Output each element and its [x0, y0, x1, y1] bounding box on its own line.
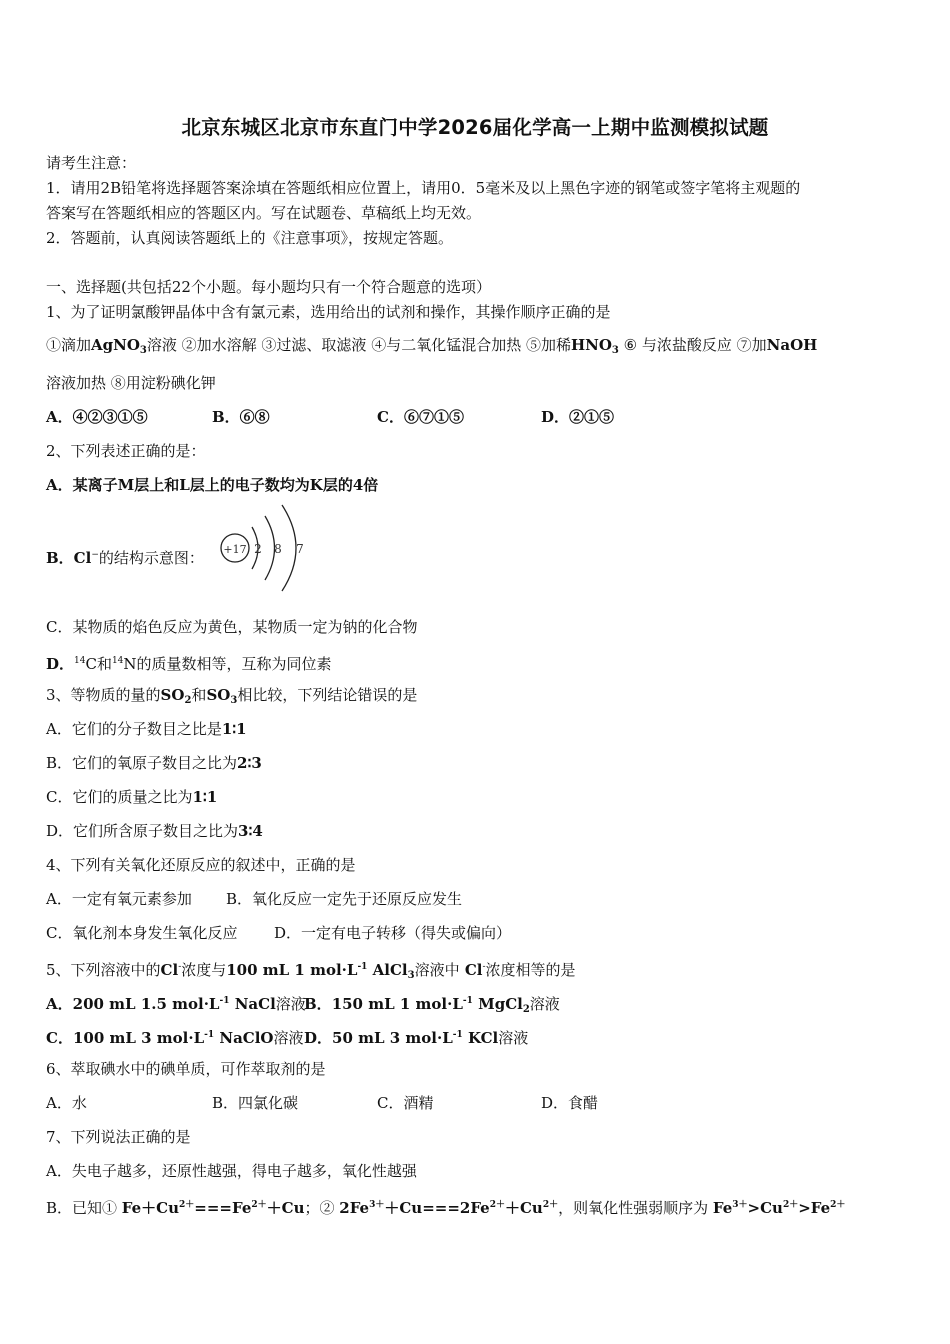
- q4-stem: 4、下列有关氧化还原反应的叙述中，正确的是: [46, 856, 356, 874]
- q5-a-label: A．: [46, 995, 73, 1013]
- q7-b-r1a: Fe＋Cu: [121, 1199, 180, 1217]
- q4-option-b: B．氧化反应一定先于还原反应发生: [226, 890, 463, 908]
- q5-option-b: [304, 995, 560, 1013]
- nucleus-charge: +17: [223, 543, 247, 556]
- q7-b-s1: 2＋: [179, 1200, 195, 1210]
- q7-b-s6: 3＋: [732, 1200, 748, 1210]
- q1-hno3: HNO: [570, 336, 612, 354]
- shell-3-electrons: 7: [296, 542, 304, 556]
- q1-agno3-sub: 3: [139, 345, 147, 356]
- q5-stem: [46, 957, 576, 986]
- notice-item-2: 2．答题前，认真阅读答题纸上的《注意事项》，按规定答题。: [46, 229, 454, 247]
- q5-cl-1-sup: -: [178, 962, 182, 972]
- q3-so2-sub: 2: [184, 695, 192, 706]
- q5-d-sup: -1: [452, 1030, 463, 1040]
- q5-concentration-sup: -1: [357, 962, 368, 972]
- q5-c-sup: -1: [204, 1030, 215, 1040]
- q5-b-sub: 2: [522, 1004, 530, 1015]
- q7-b-s5: 2＋: [542, 1200, 559, 1210]
- q7-b-o1: Fe: [712, 1199, 733, 1217]
- q7-b-o3: >Fe: [798, 1199, 831, 1217]
- q6-option-a: A．水: [46, 1094, 87, 1112]
- q2-b-post: 的结构示意图：: [98, 549, 204, 567]
- q1-option-d: D．②①⑤: [541, 408, 615, 426]
- q5-d-salt: KCl: [462, 1029, 499, 1047]
- q5-c-label: C．: [46, 1029, 73, 1047]
- q4-option-c: C．氧化剂本身发生氧化反应: [46, 924, 238, 942]
- q7-option-a: A．失电子越多，还原性越强，得电子越多，氧化性越强: [46, 1162, 417, 1180]
- q5-option-c: [46, 1025, 304, 1048]
- q5-c-post: 溶液: [273, 1029, 304, 1047]
- q2-stem: 2、下列表述正确的是：: [46, 442, 206, 460]
- q5-c-chem: 100 mL 3 mol·L: [72, 1029, 205, 1047]
- q7-option-b: [46, 1195, 845, 1218]
- q7-b-s4: 2＋: [489, 1200, 505, 1210]
- chlorine-ion-structure-diagram: [218, 503, 318, 595]
- section-heading: 一、选择题(共包括22个小题。每小题均只有一个符合题意的选项）: [46, 278, 491, 296]
- q2-d-sup2: 14: [111, 656, 124, 666]
- q4-options-ab: [46, 889, 462, 909]
- q7-b-o2: >Cu: [747, 1199, 783, 1217]
- q6-option-c: C．酒精: [377, 1094, 434, 1112]
- q2-option-a: [46, 475, 378, 495]
- q7-b-post: ，则氧化性强弱顺序为: [558, 1199, 713, 1217]
- q5-concentration: 100 mL 1 mol·L: [226, 961, 358, 979]
- q3-stem-a: 3、等物质的量的: [46, 686, 161, 704]
- q2-option-b: [46, 545, 204, 568]
- q3-so3-sub: 3: [230, 695, 238, 706]
- q3-so3: SO: [206, 686, 231, 704]
- q1-agno3: AgNO: [91, 336, 140, 354]
- q7-b-r1b: ===Fe: [194, 1199, 252, 1217]
- q7-b-s2: 2＋: [251, 1200, 267, 1210]
- q3-option-b: [46, 753, 262, 773]
- q2-b-pre: B．Cl: [46, 549, 92, 567]
- q5-stem-d: 浓度相等的是: [485, 961, 576, 979]
- q3-option-d: [46, 821, 263, 841]
- q1-ops-c: ⑥ 与浓盐酸反应 ⑦加: [618, 336, 767, 354]
- q4-option-d: D．一定有电子转移（得失或偏向）: [274, 924, 512, 942]
- notice-item-1a: 1．请用2B铅笔将选择题答案涂填在答题纸相应位置上，请用0．5毫米及以上黑色字迹的钢笔或签字笔将主观题的: [46, 179, 801, 197]
- q7-b-s8: 2＋: [830, 1200, 846, 1210]
- q5-options-cd: [46, 1025, 528, 1048]
- q5-b-label: B．: [304, 995, 332, 1013]
- q5-d-post: 溶液: [498, 1029, 529, 1047]
- q3-option-a: [46, 719, 247, 739]
- q7-b-r1c: ＋Cu: [266, 1199, 305, 1217]
- q3-stem-b: 和: [191, 686, 207, 704]
- q5-b-chem: 150 mL 1 mol·L: [331, 995, 463, 1013]
- q5-a-post: 溶液: [275, 995, 306, 1013]
- q2-a-label: A．某离子M层上和L层上的电子数均为K层的4倍: [46, 476, 379, 494]
- q5-c-salt: NaClO: [214, 1029, 274, 1047]
- q1-operations-line-1: [46, 335, 817, 361]
- q4-options-cd: [46, 923, 511, 943]
- q2-d-sup1: 14: [74, 656, 86, 666]
- q2-option-d: [46, 651, 332, 674]
- q3-d-value: 3∶4: [238, 822, 263, 840]
- q3-a-value: 1∶1: [221, 720, 247, 738]
- q1-ops-a: ①滴加: [46, 336, 92, 354]
- q5-a-sup: -1: [219, 996, 230, 1006]
- q5-options-ab: [46, 991, 560, 1020]
- q3-c-value: 1∶1: [192, 788, 218, 806]
- q5-alcl3-sub: 3: [407, 970, 415, 981]
- shell-1-electrons: 2: [254, 542, 262, 556]
- q3-c-text: C．它们的质量之比为: [46, 788, 193, 806]
- q5-stem-b: 浓度与: [181, 961, 227, 979]
- q6-option-d: D．食醋: [541, 1094, 599, 1112]
- q6-options: [46, 1093, 598, 1113]
- q7-stem: 7、下列说法正确的是: [46, 1128, 191, 1146]
- q1-option-a: A．④②③①⑤: [46, 408, 148, 426]
- q5-option-d: [304, 1029, 528, 1047]
- q1-options: [46, 407, 614, 427]
- q1-hno3-sub: 3: [611, 345, 619, 356]
- q2-d-c: C和: [85, 655, 112, 673]
- notice-heading: 请考生注意：: [46, 154, 137, 172]
- q1-option-c: C．⑥⑦①⑤: [377, 408, 464, 426]
- q5-d-chem: 50 mL 3 mol·L: [332, 1029, 453, 1047]
- q5-b-salt: MgCl: [472, 995, 523, 1013]
- shell-2-electrons: 8: [274, 542, 282, 556]
- q7-b-pre: B．已知①: [46, 1199, 122, 1217]
- q1-option-b: B．⑥⑧: [212, 408, 270, 426]
- electron-shell-2-arc: [265, 516, 275, 580]
- q2-b-sup: −: [91, 550, 99, 560]
- notice-item-1b: 答案写在答题纸相应的答题区内。写在试题卷、草稿纸上均无效。: [46, 204, 482, 222]
- q3-so2: SO: [160, 686, 185, 704]
- q7-b-s7: 2＋: [782, 1200, 799, 1210]
- q3-b-text: B．它们的氧原子数目之比为: [46, 754, 238, 772]
- q5-stem-c: 溶液中: [414, 961, 460, 979]
- q5-cl-2-sup: -: [482, 962, 486, 972]
- q7-b-mid: ；②: [304, 1199, 340, 1217]
- q1-operations-line-2: 溶液加热 ⑧用淀粉碘化钾: [46, 374, 216, 392]
- q5-b-post: 溶液: [529, 995, 560, 1013]
- q5-cl-2: Cl: [459, 961, 483, 979]
- q3-d-text: D．它们所含原子数目之比为: [46, 822, 239, 840]
- q5-option-a: [46, 991, 304, 1014]
- q6-option-b: B．四氯化碳: [212, 1094, 299, 1112]
- q2-option-c: C．某物质的焰色反应为黄色，某物质一定为钠的化合物: [46, 618, 418, 636]
- q5-stem-a: 5、下列溶液中的: [46, 961, 161, 979]
- q2-d-post: N的质量数相等，互称为同位素: [123, 655, 332, 673]
- q7-b-s3: 3＋: [369, 1200, 385, 1210]
- q5-a-chem: 200 mL 1.5 mol·L: [72, 995, 220, 1013]
- q3-stem-c: 相比较，下列结论错误的是: [237, 686, 418, 704]
- q4-option-a: A．一定有氧元素参加: [46, 890, 192, 908]
- q1-ops-b: 溶液 ②加水溶解 ③过滤、取滤液 ④与二氧化锰混合加热 ⑤加稀: [146, 336, 571, 354]
- q2-d-pre: D．: [46, 655, 75, 673]
- q7-b-r2b: ＋Cu===2Fe: [384, 1199, 490, 1217]
- q7-b-r2c: ＋Cu: [504, 1199, 543, 1217]
- q3-option-c: [46, 787, 217, 807]
- q6-stem: 6、萃取碘水中的碘单质，可作萃取剂的是: [46, 1060, 326, 1078]
- q3-a-text: A．它们的分子数目之比是: [46, 720, 222, 738]
- q5-a-salt: NaCl: [229, 995, 276, 1013]
- q7-b-r2a: 2Fe: [339, 1199, 370, 1217]
- q3-stem: [46, 685, 417, 711]
- q3-b-value: 2∶3: [237, 754, 262, 772]
- electron-shell-3-arc: [282, 505, 296, 591]
- q5-b-sup: -1: [462, 996, 473, 1006]
- q5-d-label: D．: [304, 1029, 333, 1047]
- q5-alcl3: AlCl: [367, 961, 408, 979]
- q1-stem: 1、为了证明氯酸钾晶体中含有氯元素，选用给出的试剂和操作，其操作顺序正确的是: [46, 303, 611, 321]
- page-title: 北京东城区北京市东直门中学2026届化学高一上期中监测模拟试题: [181, 116, 769, 139]
- q5-cl-1: Cl: [160, 961, 179, 979]
- q1-naoh: NaOH: [766, 336, 818, 354]
